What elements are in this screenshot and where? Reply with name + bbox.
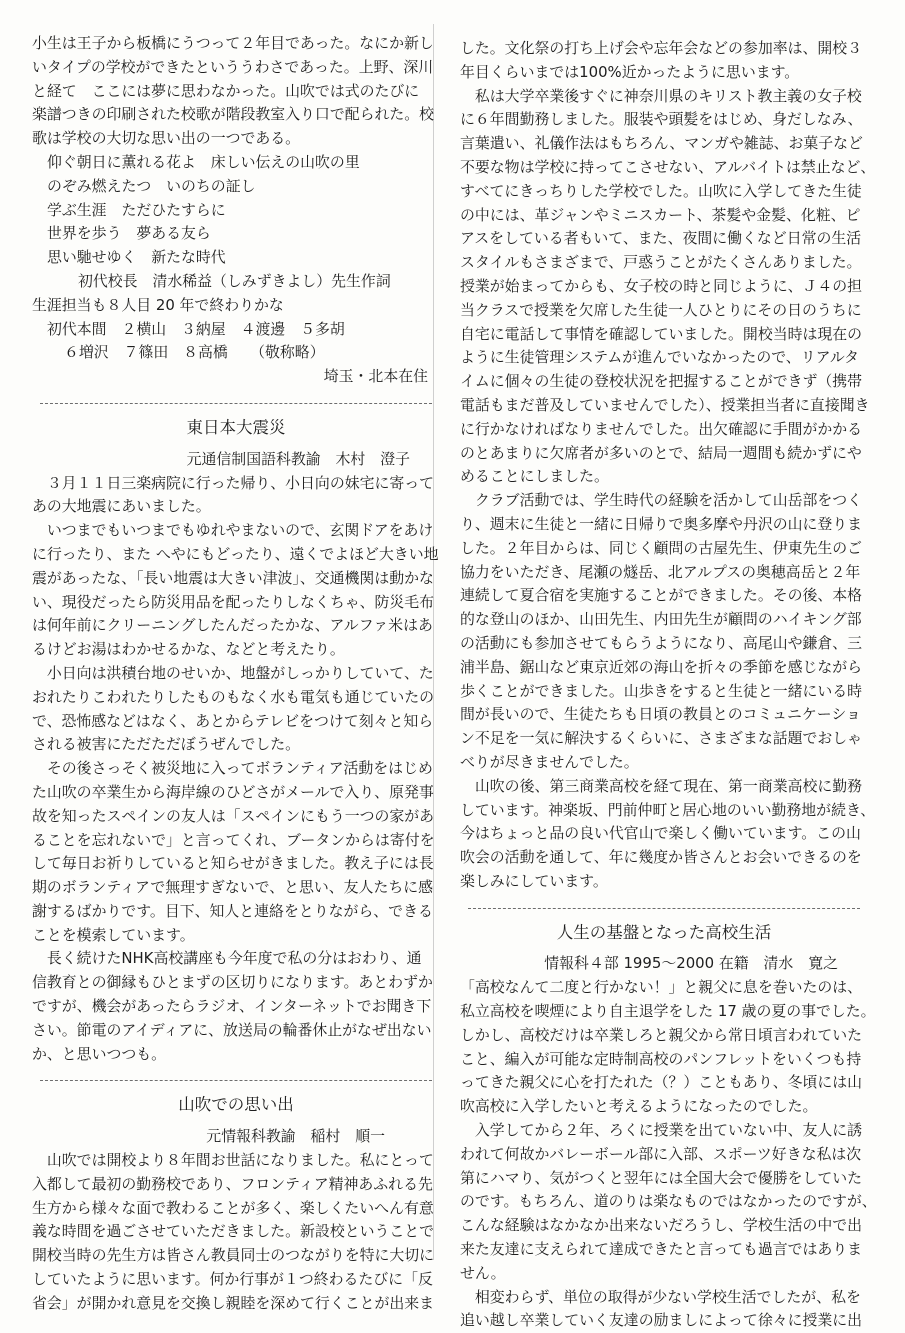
text-line: 第にハマり、気がつくと翌年には全国大会で優勝をしていた [460,1168,863,1187]
text-line: いつまでもいつまでもゆれやまないので、玄関ドアをあけ [32,521,434,540]
text-line: 「高校なんて二度と行かない！」と親父に息を巻いたのは、 [460,978,863,997]
left-column [32,32,440,1316]
text-line: して毎日お祈りしていると知らせがきました。教え子には長 [32,854,434,873]
text-line: 授業が始まってからも、女子校の時と同じように、Ｊ４の担 [460,276,863,295]
text-line: しかし、高校だけは卒業しろと親父から常日頃言われていた [460,1025,863,1044]
lyric-line: 思い馳せゆく 新たな時代 [47,248,226,267]
text-line: めることにしました。 [460,467,609,486]
intro-paragraph [32,32,440,151]
text-line: 山吹の後、第三商業高校を経て現在、第一商業高校に勤務 [460,776,863,795]
text-line: と経て ここには夢に思わなかった。山吹では式のたびに [32,81,420,100]
text-line: のです。もちろん、道のりは楽なものではなかったのですが、 [460,1192,877,1211]
text-line: 私立高校を喫煙により自主退学をした 17 歳の夏の事でした。 [460,1002,876,1021]
lyric-line: のぞみ燃えたつ いのちの証し [47,176,256,195]
text-line: 浦半島、鋸山など東京近郊の海山を折々の季節を感じながら [460,657,863,676]
text-line: アスをしている者もいて、また、夜間に働くなど日常の生活 [460,229,862,248]
article-body [32,1149,440,1316]
school-song-lyrics [32,151,440,294]
text-line: あの大地震にあいました。 [32,497,211,516]
text-line: 山吹では開校より８年間お世話になりました。私にとって [32,1151,434,1170]
text-line: ３月１１日三楽病院に行った帰り、小日向の妹宅に寄って [32,473,435,492]
text-line: 信教育との御縁もひとまずの区切りになります。あとわずか [32,973,433,992]
text-line: 私は大学卒業後すぐに神奈川県のキリスト教主義の女子校 [460,86,862,105]
text-line: 言葉遣い、礼儀作法はもちろん、マンガや雑誌、お菓子など [460,134,863,153]
text-line: される被害にただただぼうぜんでした。 [32,735,301,754]
article-body [460,976,877,1333]
text-line: 来た友達に支えられて達成できたと言っても過言ではありま [460,1240,863,1259]
text-line: ように生徒管理システムが進んでいなかったので、リアルタ [460,348,860,367]
text-line: ってきた親父に心を打たれた（？）こともあり、冬頃には山 [460,1073,863,1092]
text-line: ることを忘れないで」と言ってくれ、ブータンからは寄付を [32,830,435,849]
teacher-list: 初代本間 ２横山 ３納屋 ４渡邊 ５多胡 [47,319,345,338]
text-line: 省会」が開かれ意見を交換し親睦を深めて行くことが出来ま [32,1293,435,1312]
text-line: 自宅に電話して事情を確認していました。開校当時は現在の [460,324,863,343]
text-line: 的な登山のほか、山田先生、内田先生が顧問のハイキング部 [460,610,862,629]
text-line: に行かなければなりませんでした。出欠確認に手間がかかる [460,419,863,438]
text-line: 相変わらず、単位の取得が少ない学校生活でしたが、私を [460,1287,861,1306]
text-line: 小生は王子から板橋にうつって２年目であった。なにか新し [32,34,434,52]
text-line: 当クラスで授業を欠席した生徒一人ひとりにその日のうちに [460,300,862,319]
section-separator [468,908,860,909]
text-line: 開校当時の先生方は皆さん教員同士のつながりを特に大切に [32,1246,435,1265]
text-line: るけどお湯はわかせるかな、などと考えたり。 [32,640,345,659]
article-title: 山吹での思い出 [178,1095,294,1115]
text-line: した。文化祭の打ち上げ会や忘年会などの参加率は、開校３ [460,39,863,57]
text-line: クラブ活動では、学生時代の経験を活かして山岳部をつく [460,491,863,510]
text-line: 生涯担当も８人目 20 年で終わりかな [32,295,284,314]
text-line: しています。神楽坂、門前仲町と居心地のいい勤務地が続き、 [460,800,876,819]
text-line: 今はちょっと品の良い代官山で楽しく働いています。この山 [460,824,861,843]
article-author: 元通信制国語科教諭 木村 澄子 [186,449,410,468]
article-title: 人生の基盤となった高校生活 [556,922,772,942]
text-line: 不要な物は学校に持ってこさせない、アルバイトは禁止など、 [460,157,876,176]
text-line: イムに個々の生徒の登校状況を把握することができず（携帯 [460,372,863,391]
text-line: 歌は学校の大切な思い出の一つである。 [32,129,301,148]
lyric-line: 学ぶ生涯 ただひたすらに [47,200,226,219]
text-line: 協力をいただき、尾瀬の燧岳、北アルプスの奥穂高岳と２年 [460,562,861,581]
text-line: 吹会の活動を通して、年に幾度か皆さんとお会いできるのを [460,848,862,867]
text-line: 生方から様々な面で教わることが多く、楽しくたいへん有意 [32,1198,434,1217]
right-column [460,37,877,1333]
text-line: 連続して夏合宿を実施することができました。その後、本格 [460,586,863,605]
text-line: ですが、機会があったらラジオ、インターネットでお聞き下 [32,997,432,1016]
text-line: していたように思います。何か行事が１つ終わるたびに「反 [32,1270,433,1289]
text-line: のとあまりに欠席者が多いのとで、結局一週間も続かずにや [460,443,862,462]
lyric-line: 世界を歩う 夢ある友ら [47,224,211,243]
text-line: いタイプの学校ができたといううわさであった。上野、深川 [32,57,434,76]
text-line: の中には、革ジャンやミニスカート、茶髪や金髪、化粧、ピ [460,205,861,224]
lyric-line: 仰ぐ朝日に薫れる花よ 床しい伝えの山吹の里 [47,152,360,171]
text-line: 追い越し卒業していく友達の励ましによって徐々に授業に出 [460,1311,863,1330]
article-author: 元情報科教諭 稲村 順一 [206,1127,385,1146]
text-line: おれたりこわれたりしたものもなく水も電気も通じていたの [32,687,435,706]
text-line: べりが尽きませんでした。 [460,752,639,771]
text-line: 入学してから２年、ろくに授業を出ていない中、友人に誘 [460,1121,863,1140]
text-line: た山吹の卒業生から海岸線のひどさがメールで入り、原発事 [32,782,434,801]
article-body-continued [460,37,876,894]
text-line: 楽譜つきの印刷された校歌が階段教室入り口で配られた。校 [32,105,435,124]
text-line: その後さっそく被災地に入ってボランティア活動をはじめ [32,759,433,778]
text-line: 長く続けたNHK高校講座も今年度で私の分はおわり、通 [32,949,422,968]
text-line: すべてにきっちりした学校でした。山吹に入学してきた生徒 [460,181,862,200]
article-body [32,472,440,1067]
text-line: こんな経験はなかなか出来ないだろうし、学校生活の中で出 [460,1216,863,1235]
text-line: で、恐怖感などはなく、あとからテレビをつけて刻々と知ら [32,711,434,730]
text-line: り、週末に生徒と一緒に日帰りで奥多摩や丹沢の山に登りま [460,514,863,533]
text-line: 吹高校に入学したいと考えるようになったのでした。 [460,1097,818,1116]
text-line: 小日向は洪積台地のせいか、地盤がしっかりしていて、た [32,663,434,682]
text-line: 楽しみにしています。 [460,871,608,890]
text-line: に行ったり、また へやにもどったり、遠くでよほど大きい地 [32,544,439,563]
text-line: は何年前にクリーニングしたんだったかな、アルファ米はあ [32,616,433,635]
text-line: に６年間勤務しました。服装や頭髪をはじめ、身だしなみ、 [460,110,863,129]
text-line: 謝するばかりです。目下、知人と連絡をとりながら、できる [32,901,433,920]
text-line: 義な時間を過ごさせていただきました。新設校ということで [32,1222,435,1241]
text-line: の活動にも参加させてもらうようになり、高尾山や鎌倉、三 [460,633,863,652]
text-line: せん。 [460,1263,506,1282]
text-line: 年目くらいまでは100%近かったように思います。 [460,62,800,81]
text-line: さい。節電のアイディアに、放送局の輪番休止がなぜ出ない [32,1020,432,1039]
signoff: 埼玉・北本在住 [323,367,428,386]
text-line: 電話もまだ普及していませんでした）、授業担当者に直接聞き [460,395,870,414]
text-line: 期のボランティアで無理すぎないで、と思い、友人たちに感 [32,878,434,897]
text-line: こと、編入が可能な定時制高校のパンフレットをいくつも持 [460,1049,862,1068]
text-line: スタイルもさまざまで、戸惑うことがたくさんありました。 [460,253,862,272]
lyric-credit: 初代校長 清水稀益（しみずきよし）先生作詞 [78,271,391,290]
text-line: 震があったな、「長い地震は大きい津波」、交通機関は動かな [32,568,434,587]
text-line: われて何故かバレーボール部に入部、スポーツ好きな私は次 [460,1144,862,1163]
text-line: 間が長いので、生徒たちも日頃の教員とのコミュニケーショ [460,705,861,724]
text-line: か、と思いつつも。 [32,1044,167,1063]
text-line: 故を知ったスペインの友人は「スペインにもう一つの家があ [32,806,435,825]
section-separator [40,403,432,404]
article-author: 情報科４部 1995〜2000 在籍 清水 寛之 [544,954,838,973]
article-title: 東日本大震災 [186,417,286,437]
text-line: い、現役だったら防災用品を配ったりしなくちゃ、防災毛布 [32,592,435,611]
section-separator [40,1080,432,1081]
text-line: 歩くことができました。山歩きをすると生徒と一緒にいる時 [460,681,863,700]
text-line: した。２年目からは、同じく顧問の古屋先生、伊東先生のご [460,538,863,557]
text-line: ことを模索しています。 [32,925,195,944]
teacher-list: ６増沢 ７篠田 ８高橋 （敬称略） [64,343,325,362]
text-line: ン不足を一気に解決するくらいに、さまざまな話題でおしゃ [460,729,863,748]
text-line: 入都して最初の勤務校であり、フロンティア精神あふれる先 [32,1174,433,1193]
